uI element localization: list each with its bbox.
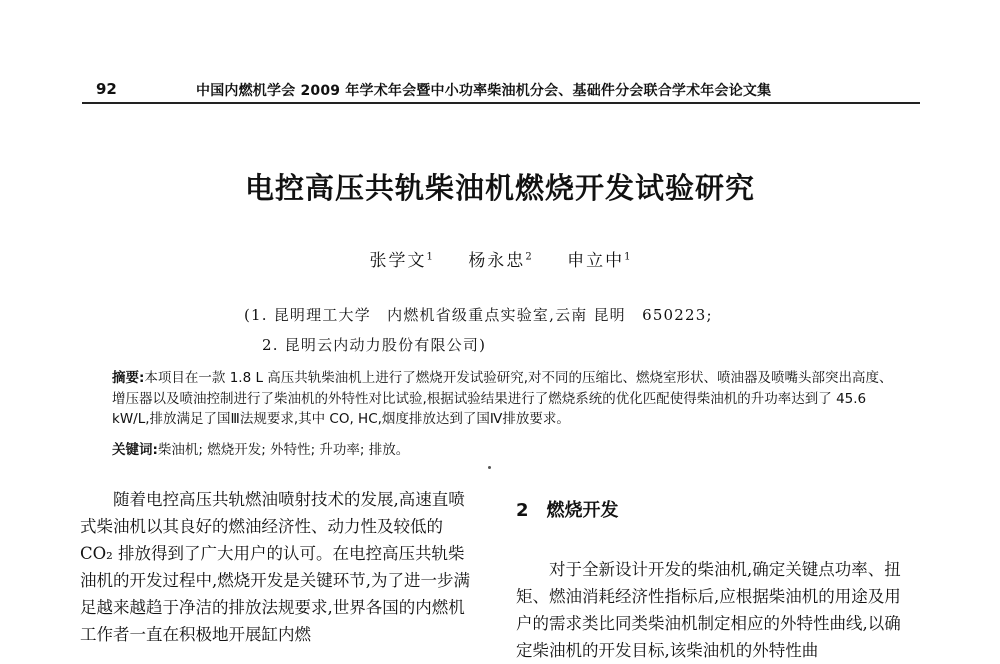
- author-list: [0, 246, 1000, 271]
- section-number: 2: [516, 500, 529, 521]
- affiliation-2: 2. 昆明云内动力股份有限公司): [262, 336, 487, 354]
- intro-paragraph: 随着电控高压共轨燃油喷射技术的发展,高速直喷式柴油机以其良好的燃油经济性、动力性及较低的 CO₂ 排放得到了广大用户的认可。在电控高压共轨柴油机的开发过程中,燃烧开发是关键环节,为了进一步满足越来越趋于净洁的排放法规要求,世界各国的内燃机工作者一直在积极地开展缸内燃: [80, 490, 470, 644]
- author-name: 申立中: [567, 251, 625, 271]
- abstract-label: 摘要:: [112, 370, 145, 386]
- abstract: [112, 368, 902, 430]
- page-number: 92: [96, 80, 117, 98]
- right-column: [516, 496, 916, 664]
- author-1: [370, 251, 433, 271]
- abstract-text: 本项目在一款 1.8 L 高压共轨柴油机上进行了燃烧开发试验研究,对不同的压缩比、燃烧室形状、喷油器及喷嘴头部突出高度、增压器以及喷油控制进行了柴油机的外特性对比试验,根据试验结果进行了燃烧系统的优化匹配使得柴油机的升功率达到了 45.6 kW/L,排放满足了国Ⅲ法规要求,其中 CO, HC,烟度排放达到了国Ⅳ排放要求。: [112, 370, 893, 427]
- scan-speck: [488, 466, 491, 469]
- affiliation-mark: 2: [525, 251, 532, 263]
- keywords: [112, 440, 902, 461]
- section-heading: [516, 496, 916, 522]
- affiliation-1: (1. 昆明理工大学 内燃机省级重点实验室,云南 昆明 650223;: [244, 306, 713, 324]
- keywords-label: 关键词:: [112, 442, 158, 458]
- keywords-text: 柴油机; 燃烧开发; 外特性; 升功率; 排放。: [157, 442, 410, 458]
- header-rule: [82, 102, 920, 104]
- paper-title: 电控高压共轨柴油机燃烧开发试验研究: [244, 171, 755, 205]
- running-header: 中国内燃机学会 2009 年学术年会暨中小功率柴油机分会、基础件分会联合学术年会论文集: [196, 83, 772, 99]
- section-title: 燃烧开发: [546, 500, 619, 521]
- section-paragraph: 对于全新设计开发的柴油机,确定关键点功率、扭矩、燃油消耗经济性指标后,应根据柴油机的用途及用户的需求类比同类柴油机制定相应的外特性曲线,以确定柴油机的开发目标,该柴油机的外特性曲: [516, 560, 901, 660]
- affiliation-mark: 1: [624, 251, 631, 263]
- author-2: [468, 251, 531, 271]
- author-3: [567, 251, 630, 271]
- author-name: 杨永忠: [468, 251, 526, 271]
- left-column: [80, 486, 480, 648]
- affiliation-mark: 1: [426, 251, 433, 263]
- author-name: 张学文: [369, 251, 427, 271]
